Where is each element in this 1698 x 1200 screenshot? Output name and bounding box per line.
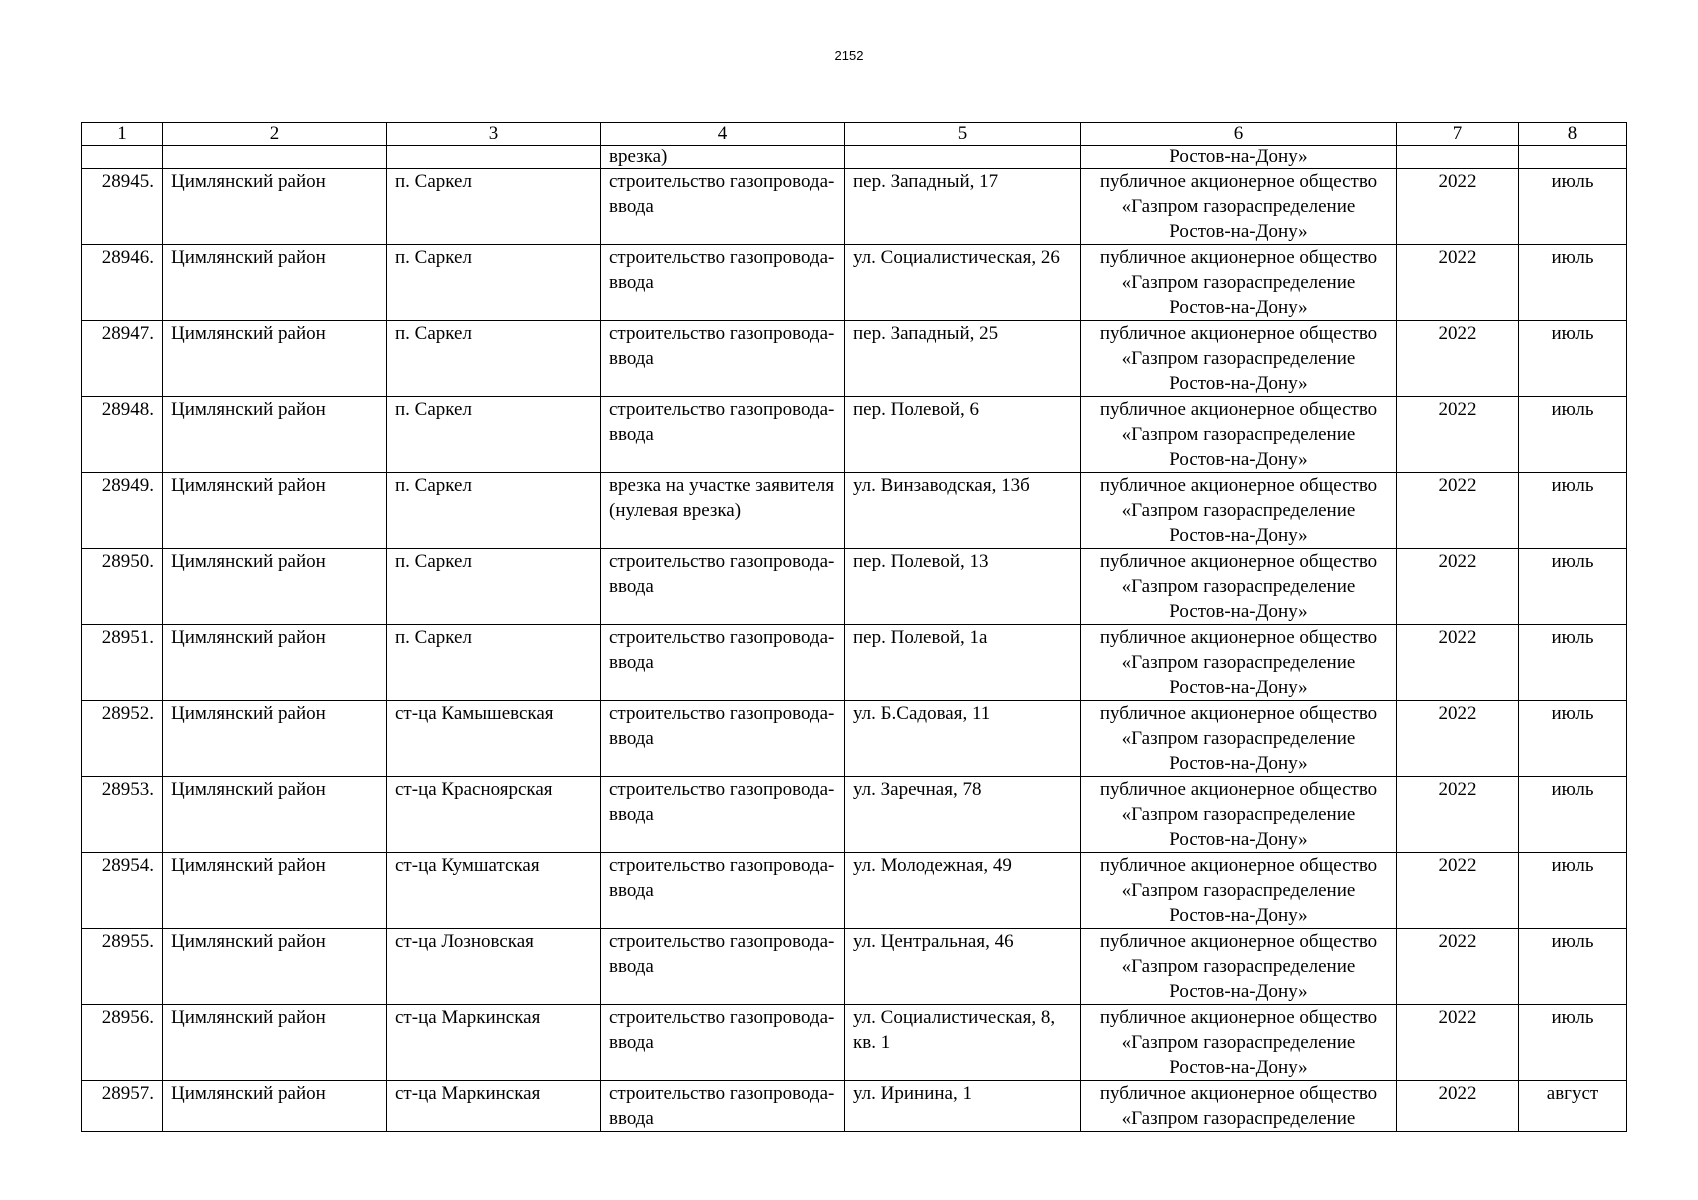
table-row: [82, 245, 1627, 321]
cell-month: июль: [1519, 777, 1627, 853]
cell-work-type: строительство газопровода-ввода: [601, 1081, 845, 1132]
cell-settlement: ст-ца Кумшатская: [387, 853, 601, 929]
cell-number: 28954.: [82, 853, 163, 929]
cell-organization: Ростов-на-Дону»: [1081, 146, 1397, 169]
column-header-5: 5: [845, 123, 1081, 146]
cell-year: 2022: [1397, 321, 1519, 397]
cell-settlement: ст-ца Лозновская: [387, 929, 601, 1005]
cell-settlement: п. Саркел: [387, 625, 601, 701]
cell-settlement: ст-ца Камышевская: [387, 701, 601, 777]
column-header-7: 7: [1397, 123, 1519, 146]
table-row: [82, 1005, 1627, 1081]
table-row: [82, 169, 1627, 245]
cell-month: июль: [1519, 625, 1627, 701]
cell-district: Цимлянский район: [163, 1081, 387, 1132]
table-row: [82, 473, 1627, 549]
cell-number: [82, 146, 163, 169]
cell-year: [1397, 146, 1519, 169]
cell-district: Цимлянский район: [163, 777, 387, 853]
cell-organization: публичное акционерное общество «Газпром газораспределение: [1081, 1081, 1397, 1132]
cell-district: [163, 146, 387, 169]
cell-month: июль: [1519, 1005, 1627, 1081]
cell-year: 2022: [1397, 397, 1519, 473]
cell-work-type: строительство газопровода-ввода: [601, 245, 845, 321]
cell-month: июль: [1519, 701, 1627, 777]
cell-settlement: п. Саркел: [387, 169, 601, 245]
cell-work-type: строительство газопровода-ввода: [601, 321, 845, 397]
cell-address: [845, 146, 1081, 169]
cell-year: 2022: [1397, 549, 1519, 625]
cell-month: июль: [1519, 929, 1627, 1005]
cell-number: 28950.: [82, 549, 163, 625]
cell-address: пер. Западный, 17: [845, 169, 1081, 245]
cell-district: Цимлянский район: [163, 701, 387, 777]
cell-number: 28946.: [82, 245, 163, 321]
cell-settlement: п. Саркел: [387, 473, 601, 549]
cell-organization: публичное акционерное общество «Газпром газораспределение Ростов-на-Дону»: [1081, 549, 1397, 625]
cell-work-type: строительство газопровода-ввода: [601, 169, 845, 245]
cell-number: 28952.: [82, 701, 163, 777]
cell-settlement: [387, 146, 601, 169]
table-row: [82, 853, 1627, 929]
cell-settlement: п. Саркел: [387, 245, 601, 321]
table-row: [82, 1081, 1627, 1132]
cell-work-type: строительство газопровода-ввода: [601, 1005, 845, 1081]
cell-organization: публичное акционерное общество «Газпром газораспределение Ростов-на-Дону»: [1081, 1005, 1397, 1081]
cell-number: 28956.: [82, 1005, 163, 1081]
cell-organization: публичное акционерное общество «Газпром газораспределение Ростов-на-Дону»: [1081, 701, 1397, 777]
cell-month: июль: [1519, 245, 1627, 321]
cell-number: 28949.: [82, 473, 163, 549]
cell-number: 28948.: [82, 397, 163, 473]
cell-district: Цимлянский район: [163, 397, 387, 473]
cell-work-type: врезка): [601, 146, 845, 169]
cell-year: 2022: [1397, 473, 1519, 549]
column-header-3: 3: [387, 123, 601, 146]
cell-month: июль: [1519, 321, 1627, 397]
cell-settlement: ст-ца Маркинская: [387, 1005, 601, 1081]
cell-address: ул. Заречная, 78: [845, 777, 1081, 853]
cell-work-type: строительство газопровода-ввода: [601, 549, 845, 625]
table-row: [82, 397, 1627, 473]
cell-address: ул. Винзаводская, 13б: [845, 473, 1081, 549]
cell-district: Цимлянский район: [163, 245, 387, 321]
cell-address: пер. Полевой, 13: [845, 549, 1081, 625]
cell-address: ул. Социалистическая, 8, кв. 1: [845, 1005, 1081, 1081]
header-row: [82, 123, 1627, 146]
cell-number: 28957.: [82, 1081, 163, 1132]
cell-address: пер. Полевой, 6: [845, 397, 1081, 473]
table-row: [82, 777, 1627, 853]
cell-month: июль: [1519, 169, 1627, 245]
column-header-6: 6: [1081, 123, 1397, 146]
cell-settlement: п. Саркел: [387, 321, 601, 397]
cell-settlement: ст-ца Красноярская: [387, 777, 601, 853]
cell-district: Цимлянский район: [163, 929, 387, 1005]
cell-organization: публичное акционерное общество «Газпром газораспределение Ростов-на-Дону»: [1081, 169, 1397, 245]
cell-address: пер. Полевой, 1а: [845, 625, 1081, 701]
cell-district: Цимлянский район: [163, 549, 387, 625]
cell-organization: публичное акционерное общество «Газпром газораспределение Ростов-на-Дону»: [1081, 397, 1397, 473]
cell-work-type: строительство газопровода-ввода: [601, 929, 845, 1005]
cell-organization: публичное акционерное общество «Газпром газораспределение Ростов-на-Дону»: [1081, 473, 1397, 549]
cell-year: 2022: [1397, 1081, 1519, 1132]
cell-work-type: врезка на участке заявителя (нулевая врезка): [601, 473, 845, 549]
cell-year: 2022: [1397, 1005, 1519, 1081]
cell-work-type: строительство газопровода-ввода: [601, 625, 845, 701]
cell-year: 2022: [1397, 853, 1519, 929]
cell-year: 2022: [1397, 929, 1519, 1005]
page-number: 2152: [834, 48, 864, 63]
cell-number: 28955.: [82, 929, 163, 1005]
table-row: [82, 701, 1627, 777]
cell-year: 2022: [1397, 701, 1519, 777]
cell-work-type: строительство газопровода-ввода: [601, 853, 845, 929]
cell-address: ул. Молодежная, 49: [845, 853, 1081, 929]
cell-address: ул. Иринина, 1: [845, 1081, 1081, 1132]
cell-work-type: строительство газопровода-ввода: [601, 701, 845, 777]
cell-organization: публичное акционерное общество «Газпром газораспределение Ростов-на-Дону»: [1081, 929, 1397, 1005]
cell-year: 2022: [1397, 245, 1519, 321]
cell-number: 28947.: [82, 321, 163, 397]
cell-number: 28945.: [82, 169, 163, 245]
cell-month: июль: [1519, 853, 1627, 929]
table-row: [82, 549, 1627, 625]
table-row: [82, 625, 1627, 701]
cell-settlement: п. Саркел: [387, 397, 601, 473]
cell-address: ул. Б.Садовая, 11: [845, 701, 1081, 777]
column-header-2: 2: [163, 123, 387, 146]
cell-month: август: [1519, 1081, 1627, 1132]
cell-work-type: строительство газопровода-ввода: [601, 397, 845, 473]
cell-district: Цимлянский район: [163, 169, 387, 245]
cell-address: пер. Западный, 25: [845, 321, 1081, 397]
cell-settlement: п. Саркел: [387, 549, 601, 625]
registry-table: [81, 122, 1627, 1132]
cell-organization: публичное акционерное общество «Газпром газораспределение Ростов-на-Дону»: [1081, 625, 1397, 701]
cell-organization: публичное акционерное общество «Газпром газораспределение Ростов-на-Дону»: [1081, 777, 1397, 853]
cell-year: 2022: [1397, 777, 1519, 853]
table-row: [82, 321, 1627, 397]
cell-address: ул. Социалистическая, 26: [845, 245, 1081, 321]
cell-month: июль: [1519, 549, 1627, 625]
cell-number: 28951.: [82, 625, 163, 701]
cell-organization: публичное акционерное общество «Газпром газораспределение Ростов-на-Дону»: [1081, 245, 1397, 321]
cell-year: 2022: [1397, 169, 1519, 245]
cell-district: Цимлянский район: [163, 625, 387, 701]
cell-work-type: строительство газопровода-ввода: [601, 777, 845, 853]
continuation-row: [82, 146, 1627, 169]
table-row: [82, 929, 1627, 1005]
cell-district: Цимлянский район: [163, 473, 387, 549]
column-header-1: 1: [82, 123, 163, 146]
cell-address: ул. Центральная, 46: [845, 929, 1081, 1005]
cell-year: 2022: [1397, 625, 1519, 701]
cell-organization: публичное акционерное общество «Газпром газораспределение Ростов-на-Дону»: [1081, 321, 1397, 397]
column-header-4: 4: [601, 123, 845, 146]
cell-settlement: ст-ца Маркинская: [387, 1081, 601, 1132]
cell-district: Цимлянский район: [163, 321, 387, 397]
cell-month: июль: [1519, 473, 1627, 549]
cell-month: [1519, 146, 1627, 169]
cell-district: Цимлянский район: [163, 1005, 387, 1081]
cell-number: 28953.: [82, 777, 163, 853]
cell-district: Цимлянский район: [163, 853, 387, 929]
cell-organization: публичное акционерное общество «Газпром газораспределение Ростов-на-Дону»: [1081, 853, 1397, 929]
column-header-8: 8: [1519, 123, 1627, 146]
cell-month: июль: [1519, 397, 1627, 473]
